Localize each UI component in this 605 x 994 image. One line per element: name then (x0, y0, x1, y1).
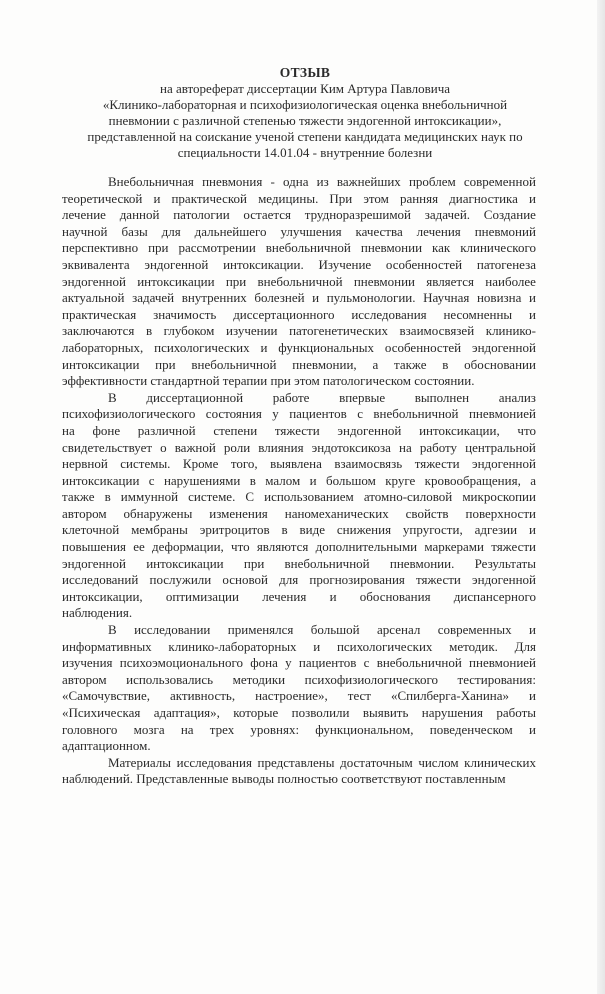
text-line: «Самочувствие, активность, настроение», тест «Спилберга-Ханина» и (62, 688, 536, 704)
text-line: актуальной задачей внутренних болезней и пульмонологии. Научная новизна и (62, 290, 536, 306)
header-line: на автореферат диссертации Ким Артура Павловича (159, 81, 451, 96)
text-line: также в иммунной системе. С использованием атомно-силовой микроскопии (62, 489, 536, 505)
paragraph (62, 622, 536, 755)
text-line: заключаются в глубоком изучении патогенетических взаимосвязей клинико- (62, 323, 536, 339)
header-line: «Клинико-лабораторная и психофизиологическая оценка внебольничной (102, 97, 508, 112)
text-line: эндогенной интоксикации при внебольничной пневмонии является наиболее (62, 273, 536, 289)
text-line: автором обнаружены изменения наномеханических свойств поверхности (62, 505, 536, 521)
text-line: лечение данной патологии остается трудноразрешимой задачей. Создание (62, 207, 536, 223)
text-line: адаптационном. (62, 738, 151, 754)
document-header (50, 65, 560, 161)
paragraph (62, 390, 536, 622)
text-line: лабораторных, психологических и функциональных особенностей эндогенной (62, 339, 536, 355)
paragraph (62, 755, 536, 788)
header-line: пневмонии с различной степенью тяжести эндогенной интоксикации», (108, 113, 502, 128)
text-line: на фоне различной степени тяжести эндогенной интоксикации, что (62, 422, 536, 438)
text-line: наблюдений. Представленные выводы полностью соответствуют поставленным (62, 771, 506, 787)
text-line: интоксикации с нарушениями в малом и большом круге кровообращения, а (62, 472, 536, 488)
text-line: практическая значимость диссертационного исследования несомненны и (62, 306, 536, 322)
header-line: представленной на соискание ученой степени кандидата медицинских наук по (87, 129, 523, 144)
text-line: В исследовании применялся большой арсенал современных и (108, 622, 536, 638)
text-line: исследований послужили основой для прогнозирования тяжести эндогенной (62, 572, 536, 588)
text-line: информативных клинико-лабораторных и психологических методик. Для (62, 638, 536, 654)
text-line: изучения психоэмоционального фона у пациентов с внебольничной пневмонией (62, 655, 536, 671)
text-line: В диссертационной работе впервые выполнен анализ (108, 389, 536, 405)
document-title: ОТЗЫВ (279, 65, 331, 80)
text-line: эквивалента эндогенной интоксикации. Изучение особенностей патогенеза (62, 256, 536, 272)
text-line: автором использовались методики психофизиологического тестирования: (62, 671, 536, 687)
text-line: клеточной мембраны эритроцитов в виде снижения упругости, адгезии и (62, 522, 536, 538)
text-line: интоксикации, оптимизации лечения и обоснования диспансерного (62, 588, 536, 604)
text-line: повышения ее деформации, что являются дополнительными маркерами тяжести (62, 539, 536, 555)
text-line: «Психическая адаптация», которые позволили выявить нарушения работы (62, 705, 536, 720)
text-line: психофизиологического состояния у пациентов с внебольничной пневмонией (62, 406, 536, 422)
text-line: головного мозга на трех уровнях: функциональном, поведенческом и (62, 721, 536, 737)
text-line: Материалы исследования представлены достаточным числом клинических (108, 754, 536, 770)
header-line: специальности 14.01.04 - внутренние болезни (177, 145, 433, 160)
text-line: наблюдения. (62, 605, 133, 621)
text-line: нервной системы. Кроме того, выявлена взаимосвязь тяжести эндогенной (62, 456, 536, 472)
text-line: эндогенной интоксикации при внебольничной пневмонии. Результаты (62, 555, 536, 571)
document-body (62, 174, 536, 788)
text-line: научной базы для дальнейшего улучшения качества лечения пневмоний (62, 223, 536, 239)
text-line: Внебольничная пневмония - одна из важнейших проблем современной (108, 174, 536, 189)
text-line: эффективности стандартной терапии при этом патологическом состоянии. (62, 373, 475, 389)
paragraph (62, 174, 536, 390)
scan-edge (597, 0, 605, 994)
text-line: интоксикации при внебольничной пневмонии, а также в обосновании (62, 356, 536, 372)
text-line: перспективно при рассмотрении внебольничной пневмонии как клинического (62, 240, 536, 256)
text-line: свидетельствует о важной роли влияния эндотоксикоза на работу центральной (62, 439, 536, 455)
text-line: теоретической и практической медицины. При этом ранняя диагностика и (62, 190, 536, 206)
